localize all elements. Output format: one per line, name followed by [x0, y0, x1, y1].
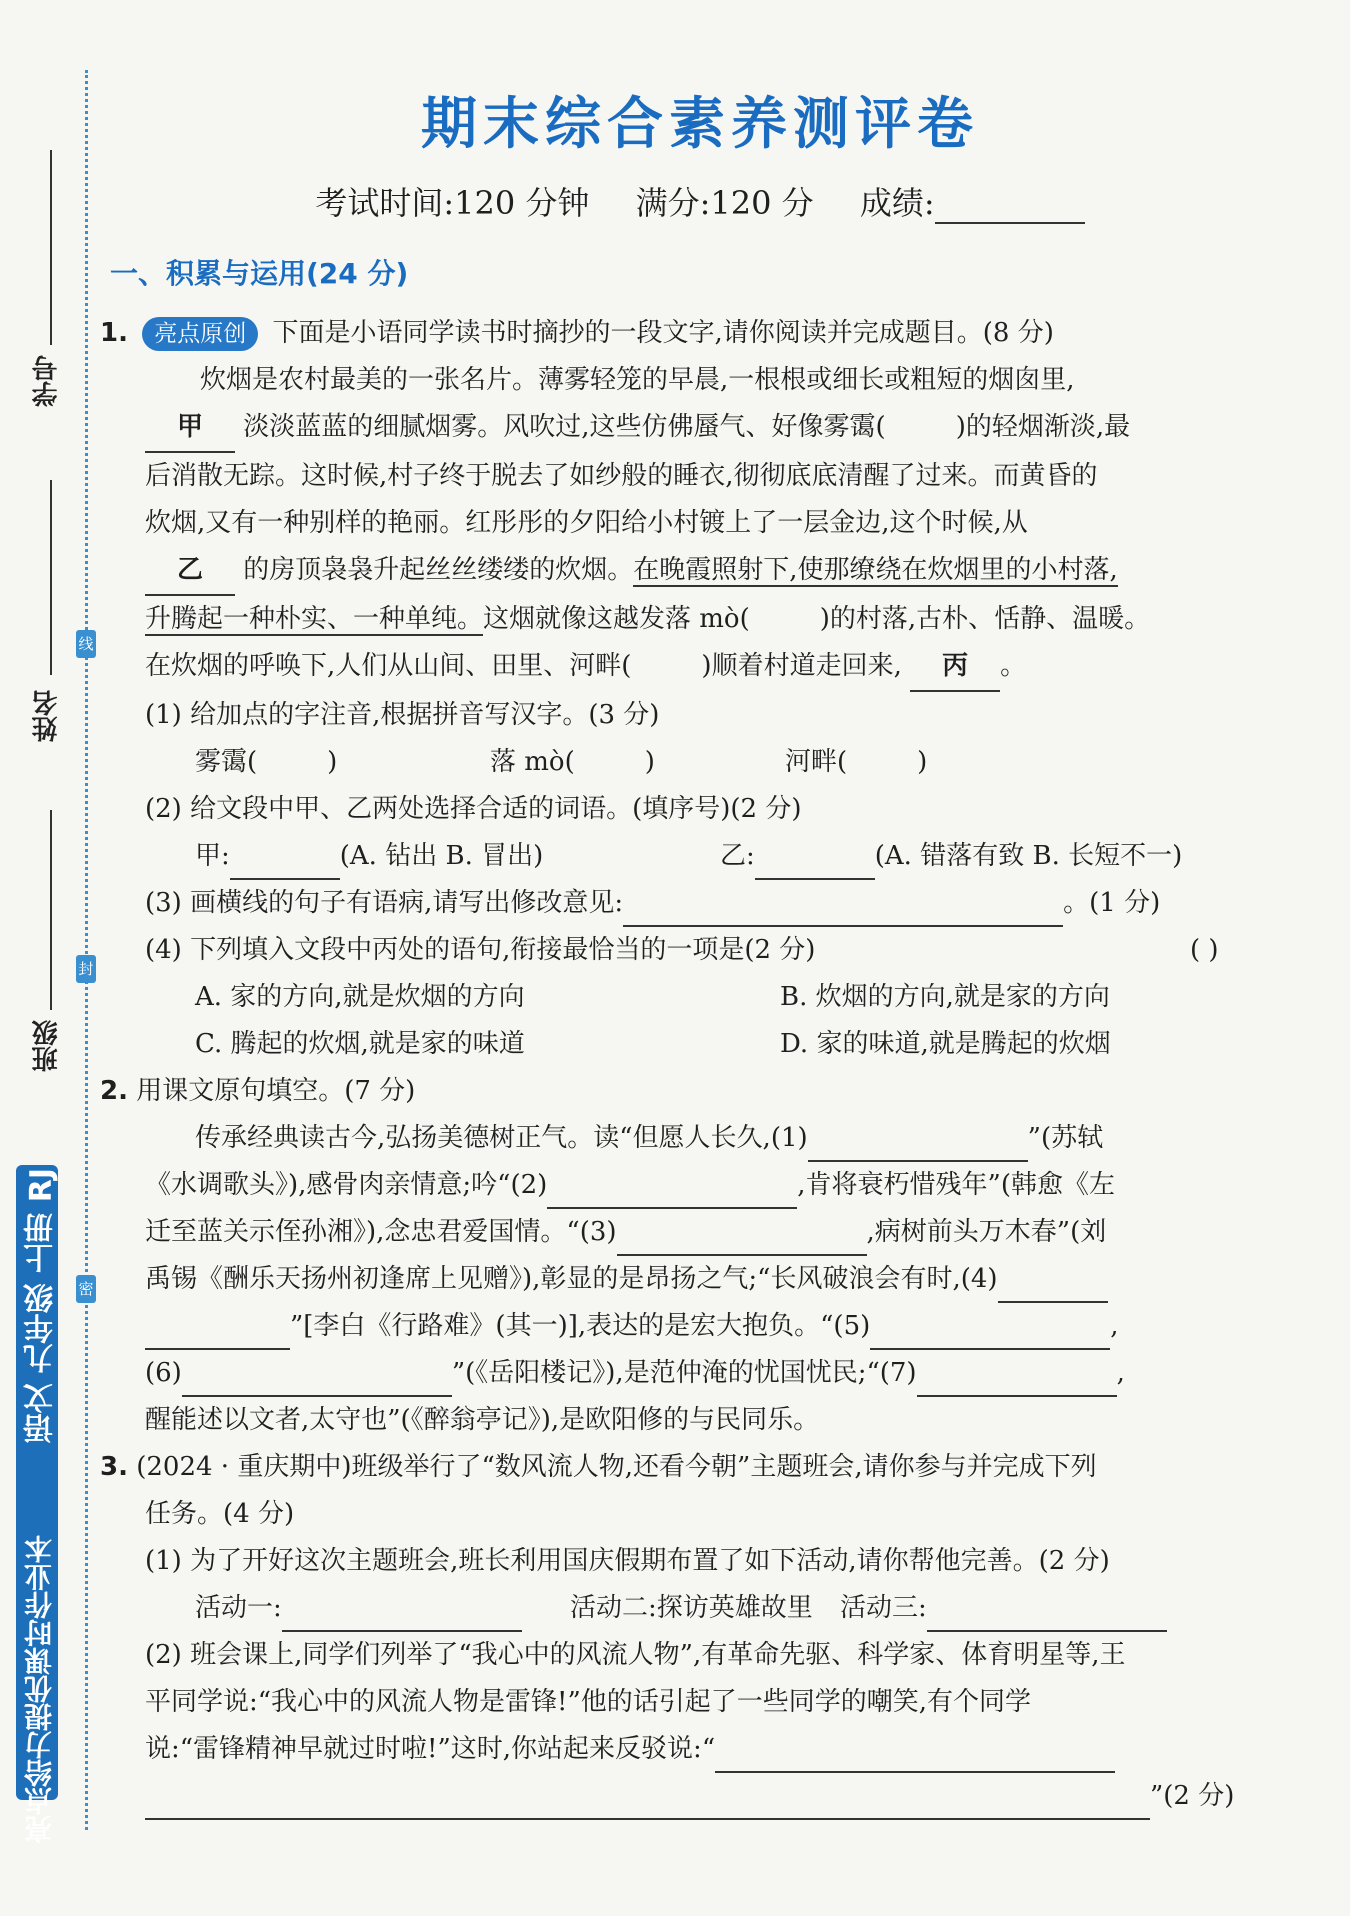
q1-sub2-options	[100, 833, 1300, 880]
sub3-end: 。(1 分)	[1063, 888, 1161, 918]
name-rule	[50, 480, 52, 675]
q2-text: ”(苏轼	[1027, 1123, 1104, 1153]
pinyin-item-luomo	[490, 739, 655, 786]
q1-passage-4: 炊烟,又有一种别样的艳丽。红彤彤的夕阳给小村镀上了一层金边,这个时候,从	[145, 508, 1028, 538]
q1-passage-3: 后消散无踪。这时候,村子终于脱去了如纱般的睡衣,彻彻底底清醒了过来。而黄昏的	[145, 461, 1098, 491]
q2-text: 传承经典读古今,弘扬美德树正气。读“但愿人长久,(1)	[195, 1123, 808, 1153]
passage-text: )顺着村道走回来,	[701, 651, 902, 681]
pinyin-item-hepan	[785, 739, 927, 786]
blank-4b[interactable]	[145, 1321, 290, 1350]
yi-group	[720, 833, 1182, 880]
blank-5[interactable]	[870, 1321, 1110, 1350]
full-score: 满分:120 分	[635, 184, 814, 222]
seal-char-feng: 封	[76, 955, 96, 983]
q2-number: 2.	[100, 1076, 128, 1106]
q1-passage-1: 炊烟是农村最美的一张名片。薄雾轻笼的早晨,一根根或细长或粗短的烟囱里,	[200, 365, 1075, 395]
book-info: 语文 九年级 上册 RJ	[24, 1168, 59, 1444]
q2-line-6	[100, 1350, 1300, 1397]
q3-number: 3.	[100, 1452, 128, 1482]
q2-text: ”[李白《行路难》(其一)],表达的是宏大抱负。“(5)	[290, 1311, 871, 1341]
dotted-cut-line	[85, 70, 88, 1830]
pinyin-item-wuai	[195, 747, 337, 777]
score-label: 成绩:	[859, 184, 935, 222]
q1-sub2: (2) 给文段中甲、乙两处选择合适的词语。(填序号)(2 分)	[145, 794, 802, 824]
activity-3-label: 活动三:	[840, 1593, 927, 1623]
item-label: 雾霭(	[195, 747, 258, 777]
q3-sub2-line2: 平同学说:“我心中的风流人物是雷锋!”他的话引起了一些同学的嘲笑,有个同学	[145, 1687, 1032, 1717]
q1-intro-line	[100, 310, 1300, 357]
passage-text: 淡淡蓝蓝的细腻烟雾。风吹过,这些仿佛蜃气、好像雾霭(	[243, 412, 886, 442]
sub4-answer-paren[interactable]: ( )	[1190, 935, 1219, 965]
q3-activities	[100, 1585, 1300, 1632]
q1-sub3	[100, 880, 1300, 927]
q1-sub1: (1) 给加点的字注音,根据拼音写汉字。(3 分)	[145, 700, 660, 730]
question-2	[100, 1068, 1300, 1444]
option-d[interactable]: D. 家的味道,就是腾起的炊烟	[780, 1029, 1111, 1059]
jia-label: 甲:	[195, 841, 230, 871]
q2-text: 迁至蓝关示侄孙湘》),念忠君爱国情。“(3)	[145, 1217, 617, 1247]
q2-text: 禹锡《酬乐天扬州初逢席上见赠》),彰显的是昂扬之气;“长风破浪会有时,(4)	[145, 1264, 998, 1294]
student-id-label: 学号	[32, 355, 62, 407]
q1-options-row1	[100, 974, 1300, 1021]
name-label: 姓名	[32, 690, 62, 742]
q2-line-1	[100, 1115, 1300, 1162]
rebuttal-blank-1[interactable]	[715, 1744, 1115, 1773]
seal-char-mi: 密	[76, 1275, 96, 1303]
q2-text: ,	[1110, 1311, 1119, 1341]
q3-line-2: 任务。(4 分)	[145, 1499, 295, 1529]
passage-text: 的房顶袅袅升起丝丝缕缕的炊烟。	[243, 555, 634, 585]
rebuttal-blank-2[interactable]	[145, 1791, 1150, 1820]
q1-number: 1.	[100, 318, 128, 348]
yi-answer-blank[interactable]	[755, 851, 875, 880]
q2-line-7: 醒能述以文者,太守也”(《醉翁亭记》),是欧阳修的与民同乐。	[145, 1405, 820, 1435]
q2-line-3	[100, 1209, 1300, 1256]
blank-jia[interactable]: 甲	[145, 404, 235, 453]
passage-text: )的轻烟渐淡,最	[955, 412, 1131, 442]
q2-text: (6)	[145, 1358, 182, 1388]
passage-text: 在炊烟的呼唤下,人们从山间、田里、河畔(	[145, 651, 632, 681]
passage-text: 这烟就像这越发落 mò(	[483, 604, 750, 634]
exam-meta	[100, 178, 1300, 224]
question-3	[100, 1444, 1300, 1820]
sub4-text: (4) 下列填入文段中丙处的语句,衔接最恰当的一项是(2 分)	[145, 935, 816, 965]
item-close: )	[327, 747, 338, 777]
q3-sub2-line4	[100, 1773, 1300, 1820]
q3-text: 说:“雷锋精神早就过时啦!”这时,你站起来反驳说:“	[145, 1734, 716, 1764]
q3-end: ”(2 分)	[1150, 1781, 1235, 1811]
blank-6[interactable]	[182, 1368, 452, 1397]
activity-1-label: 活动一:	[195, 1593, 282, 1623]
q1-sub1-items	[100, 739, 1300, 786]
score-blank[interactable]	[935, 188, 1085, 224]
passage-text: )的村落,古朴、恬静、温暖。	[819, 604, 1151, 634]
blank-bing[interactable]: 丙	[910, 643, 1000, 692]
q1-intro: 下面是小语同学读书时摘抄的一段文字,请你阅读并完成题目。(8 分)	[272, 318, 1054, 348]
q2-text: ,	[1116, 1358, 1125, 1388]
q3-intro: (2024 · 重庆期中)班级举行了“数风流人物,还看今朝”主题班会,请你参与并完成下列	[136, 1452, 1097, 1482]
activity-1-blank[interactable]	[282, 1603, 522, 1632]
underlined-sentence: 在晚霞照射下,使那缭绕在炊烟里的小村落,	[633, 555, 1118, 585]
page-title: 期末综合素养测评卷	[421, 92, 979, 157]
question-1	[100, 310, 1300, 1068]
underlined-sentence: 升腾起一种朴实、一种单纯。	[145, 604, 484, 634]
item-label: 河畔(	[785, 747, 848, 777]
q2-text: ,肯将衰朽惜残年”(韩愈《左	[797, 1170, 1115, 1200]
jia-answer-blank[interactable]	[230, 851, 340, 880]
option-b[interactable]: B. 炊烟的方向,就是家的方向	[780, 982, 1110, 1012]
q3-line-1	[100, 1444, 1300, 1491]
q1-sub4	[100, 927, 1300, 974]
exam-page	[100, 80, 1300, 1820]
series-title: 亮点给力提优课时作业本	[23, 1535, 56, 1843]
yi-label: 乙:	[720, 841, 755, 871]
sub3-answer-blank[interactable]	[623, 898, 1063, 927]
binding-margin	[0, 0, 95, 1916]
blank-yi[interactable]: 乙	[145, 547, 235, 596]
blank-3[interactable]	[617, 1227, 867, 1256]
class-rule	[50, 810, 52, 1010]
sub3-text: (3) 画横线的句子有语病,请写出修改意见:	[145, 888, 624, 918]
q3-sub2-line3	[100, 1726, 1300, 1773]
q2-text: 《水调歌头》),感骨肉亲情意;吟“(2)	[145, 1170, 548, 1200]
blank-7[interactable]	[917, 1368, 1117, 1397]
section-heading: 一、积累与运用(24 分)	[110, 257, 409, 290]
blank-1[interactable]	[808, 1133, 1028, 1162]
activity-3-blank[interactable]	[927, 1603, 1167, 1632]
yi-options: (A. 错落有致 B. 长短不一)	[874, 841, 1183, 871]
score-field	[860, 184, 1085, 222]
student-id-rule	[50, 150, 52, 345]
class-label: 班级	[32, 1020, 62, 1072]
q2-title: 用课文原句填空。(7 分)	[136, 1076, 416, 1106]
q3-sub1: (1) 为了开好这次主题班会,班长利用国庆假期布置了如下活动,请你帮他完善。(2 分)	[145, 1546, 1110, 1576]
q1-passage-2	[100, 404, 1300, 453]
activity-2: 活动二:探访英雄故里	[570, 1593, 813, 1623]
item-label: 落 mò(	[490, 747, 575, 777]
item-close: )	[917, 747, 928, 777]
exam-time: 考试时间:120 分钟	[315, 184, 590, 222]
q2-line-4	[100, 1256, 1300, 1303]
q3-sub2-line1: (2) 班会课上,同学们列举了“我心中的风流人物”,有革命先驱、科学家、体育明星等,王	[145, 1640, 1126, 1670]
option-a[interactable]: A. 家的方向,就是炊烟的方向	[195, 982, 525, 1012]
option-c[interactable]: C. 腾起的炊烟,就是家的味道	[195, 1029, 525, 1059]
item-close: )	[644, 747, 655, 777]
q1-passage-5	[100, 547, 1300, 596]
q2-text: ,病树前头万木春”(刘	[866, 1217, 1107, 1247]
jia-options: (A. 钻出 B. 冒出)	[339, 841, 544, 871]
q1-options-row2	[100, 1021, 1300, 1068]
seal-char-xian: 线	[76, 630, 96, 658]
q1-passage-6	[100, 596, 1300, 643]
q2-line-2	[100, 1162, 1300, 1209]
passage-text: 。	[1000, 651, 1027, 681]
q2-title-line	[100, 1068, 1300, 1115]
q2-text: ”(《岳阳楼记》),是范仲淹的忧国忧民;“(7)	[451, 1358, 917, 1388]
original-badge: 亮点原创	[142, 317, 258, 351]
q1-passage-7	[100, 643, 1300, 692]
blank-2[interactable]	[547, 1180, 797, 1209]
blank-4a[interactable]	[998, 1274, 1108, 1303]
activity-3	[840, 1585, 1167, 1632]
q2-line-5	[100, 1303, 1300, 1350]
